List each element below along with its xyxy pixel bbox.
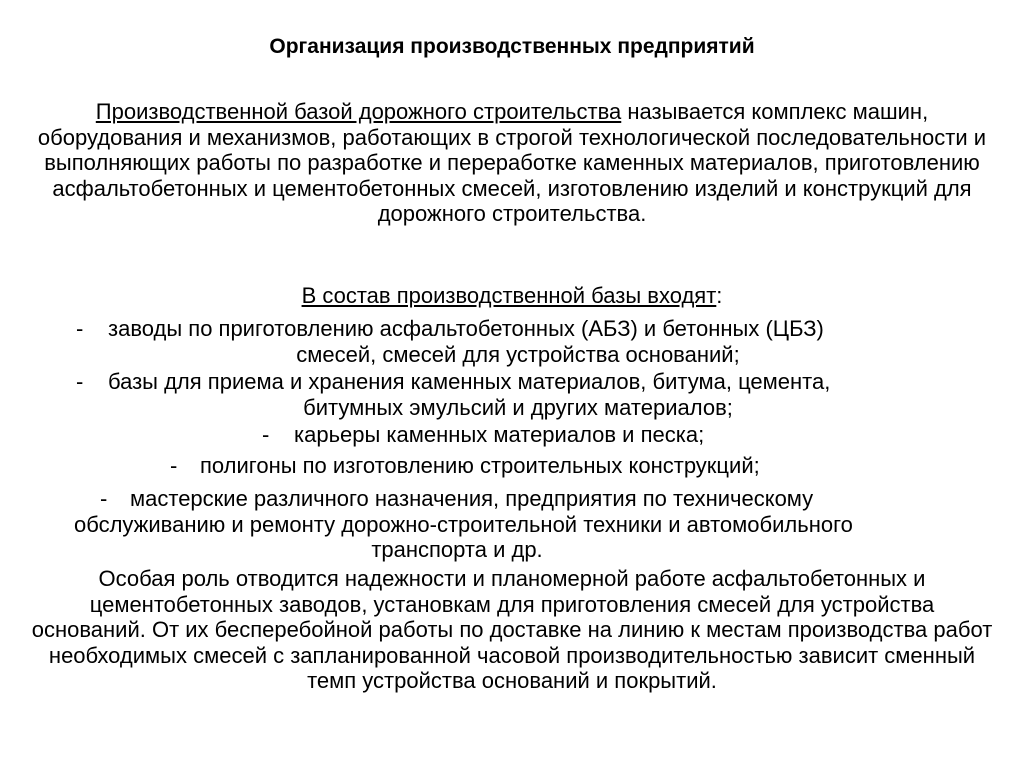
list-item-line: смесей, смесей для устройства оснований; (296, 341, 740, 367)
list-item-line: заводы по приготовлению асфальтобетонных (АБЗ) и бетонных (ЦБЗ) (108, 316, 824, 341)
list-item (200, 453, 900, 479)
list-item-line: полигоны по изготовлению строительных конструкций; (200, 453, 760, 478)
list-item-line: мастерские различного назначения, предприятия по техническому (130, 486, 814, 511)
closing-paragraph: Особая роль отводится надежности и планомерной работе асфальтобетонных и цементобетонных заводов, установкам для приготовления смесей для устройства оснований. От их бесперебойной работы по доставке на линию к местам производства работ необходимых смесей с запланированной часовой производительностью зависит сменный темп устройства оснований и покрытий. (31, 566, 993, 693)
composition-heading (30, 283, 994, 309)
composition-heading-text: В состав производственной базы входят (301, 283, 717, 308)
composition-colon: : (716, 283, 723, 308)
list-item (74, 486, 1010, 563)
list-item-line: базы для приема и хранения каменных материалов, битума, цемента, (108, 369, 831, 394)
bullet-dash: - (76, 316, 84, 341)
list-item-line: транспорта и др. (371, 537, 543, 562)
bullet-dash: - (76, 369, 84, 394)
list-item-line: карьеры каменных материалов и песка; (294, 422, 705, 447)
list-item-line: битумных эмульсий и других материалов; (303, 394, 733, 420)
page-title: Организация производственных предприятий (269, 35, 755, 58)
bullet-dash: - (170, 453, 178, 478)
intro-paragraph (30, 99, 994, 227)
list-item (108, 316, 968, 367)
list-item-line: обслуживанию и ремонту дорожно-строительной техники и автомобильного (74, 511, 853, 537)
bullet-dash: - (100, 486, 108, 511)
intro-term: Производственной базой дорожного строительства (95, 99, 622, 124)
bullet-dash: - (262, 422, 270, 447)
list-item (108, 369, 968, 420)
intro-text: называется комплекс машин, оборудования и механизмов, работающих в строгой технологической последовательности и выполняющих работы по разработке и переработке каменных материалов, приготовлению асфальтобетонных и цементобетонных смесей, изготовлению изделий и конструкций для дорожного строительства. (37, 99, 987, 226)
list-item (294, 422, 814, 448)
